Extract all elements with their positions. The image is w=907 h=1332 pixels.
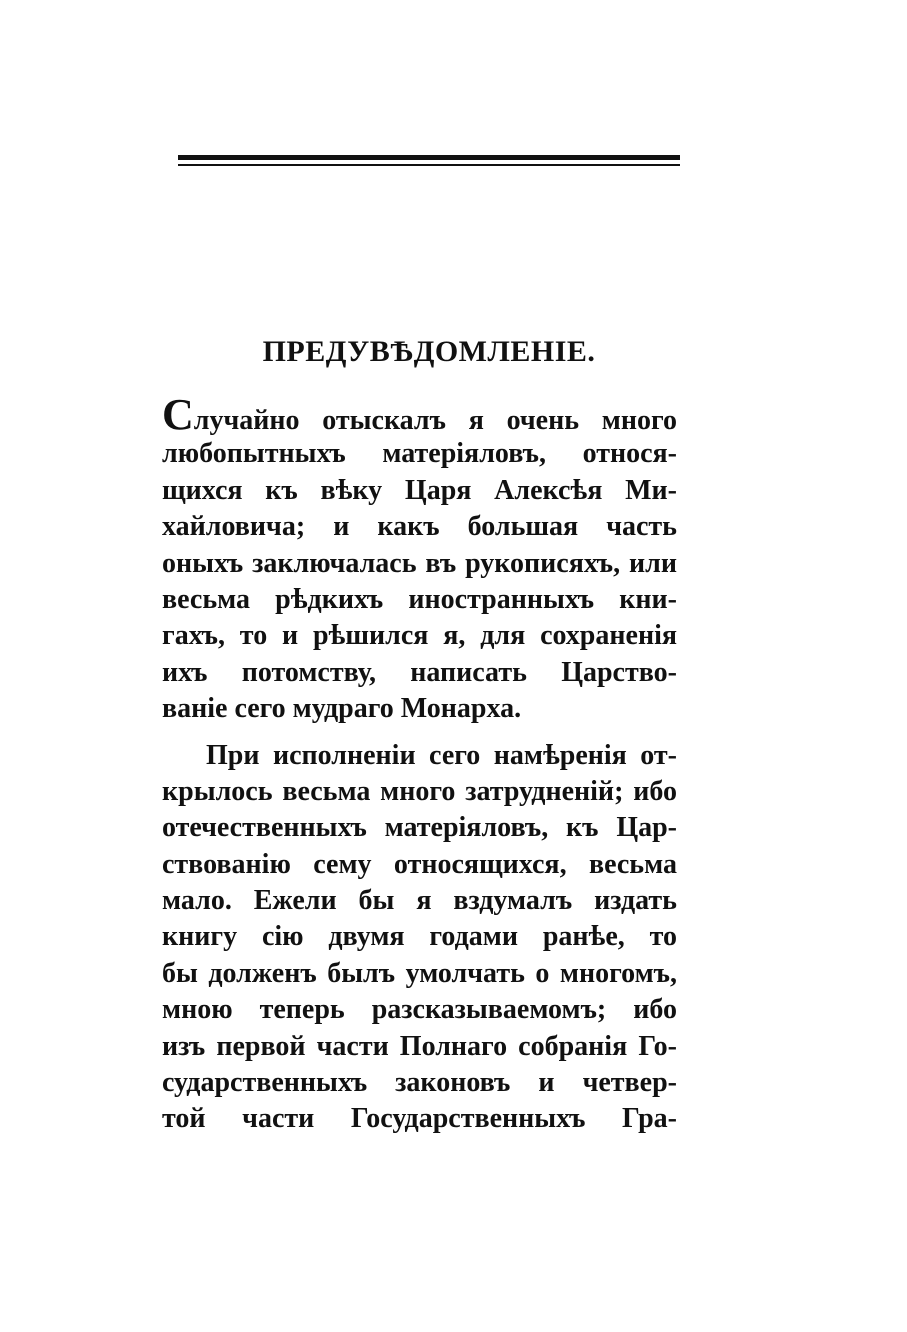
decorative-double-rule [178,155,680,169]
text-line: При исполненiи сего намѣренiя от- [206,739,677,771]
text-line: оныхъ заключалась въ рукописяхъ, или [162,547,677,579]
page-heading: ПРЕДУВѢДОМЛЕНIЕ. [262,335,596,368]
text-line: той части Государственныхъ Гра- [162,1103,677,1135]
paragraph-2 [162,738,677,1138]
paragraph-1-line-1 [162,390,677,439]
text-line: мною теперь разсказываемомъ; ибо [162,994,677,1026]
text-line: мало. Ежели бы я вздумалъ издать [162,885,677,917]
thick-rule [178,155,680,160]
body-text [162,390,677,1138]
text-line: весьма рѣдкихъ иностранныхъ кни- [162,583,677,615]
thin-rule [178,164,680,166]
text-line: ванiе сего мудраго Монарха. [162,693,522,725]
first-line-text: лучайно отыскалъ я очень много [193,405,677,436]
text-line: крылось весьма много затрудненiй; ибо [162,775,677,807]
text-line: книгу сiю двумя годами ранѣе, то [162,921,677,953]
text-line: бы долженъ былъ умолчать о многомъ, [162,957,677,989]
text-line: ихъ потомству, написать Царство- [162,656,677,688]
text-line: отечественныхъ матерiяловъ, къ Цар- [162,812,677,844]
text-line: изъ первой части Полнаго собранiя Го- [162,1030,677,1062]
text-line: любопытныхъ матерiяловъ, относя- [162,438,677,470]
text-line: ствованiю сему относящихся, весьма [162,848,677,880]
text-line: хайловича; и какъ большая часть [162,511,677,543]
drop-cap: С [162,390,194,439]
text-line: щихся къ вѣку Царя Алексѣя Ми- [162,474,677,506]
text-line: сударственныхъ законовъ и четвер- [162,1067,677,1099]
paragraph-1 [162,390,677,728]
text-line: гахъ, то и рѣшился я, для сохраненiя [162,620,677,652]
